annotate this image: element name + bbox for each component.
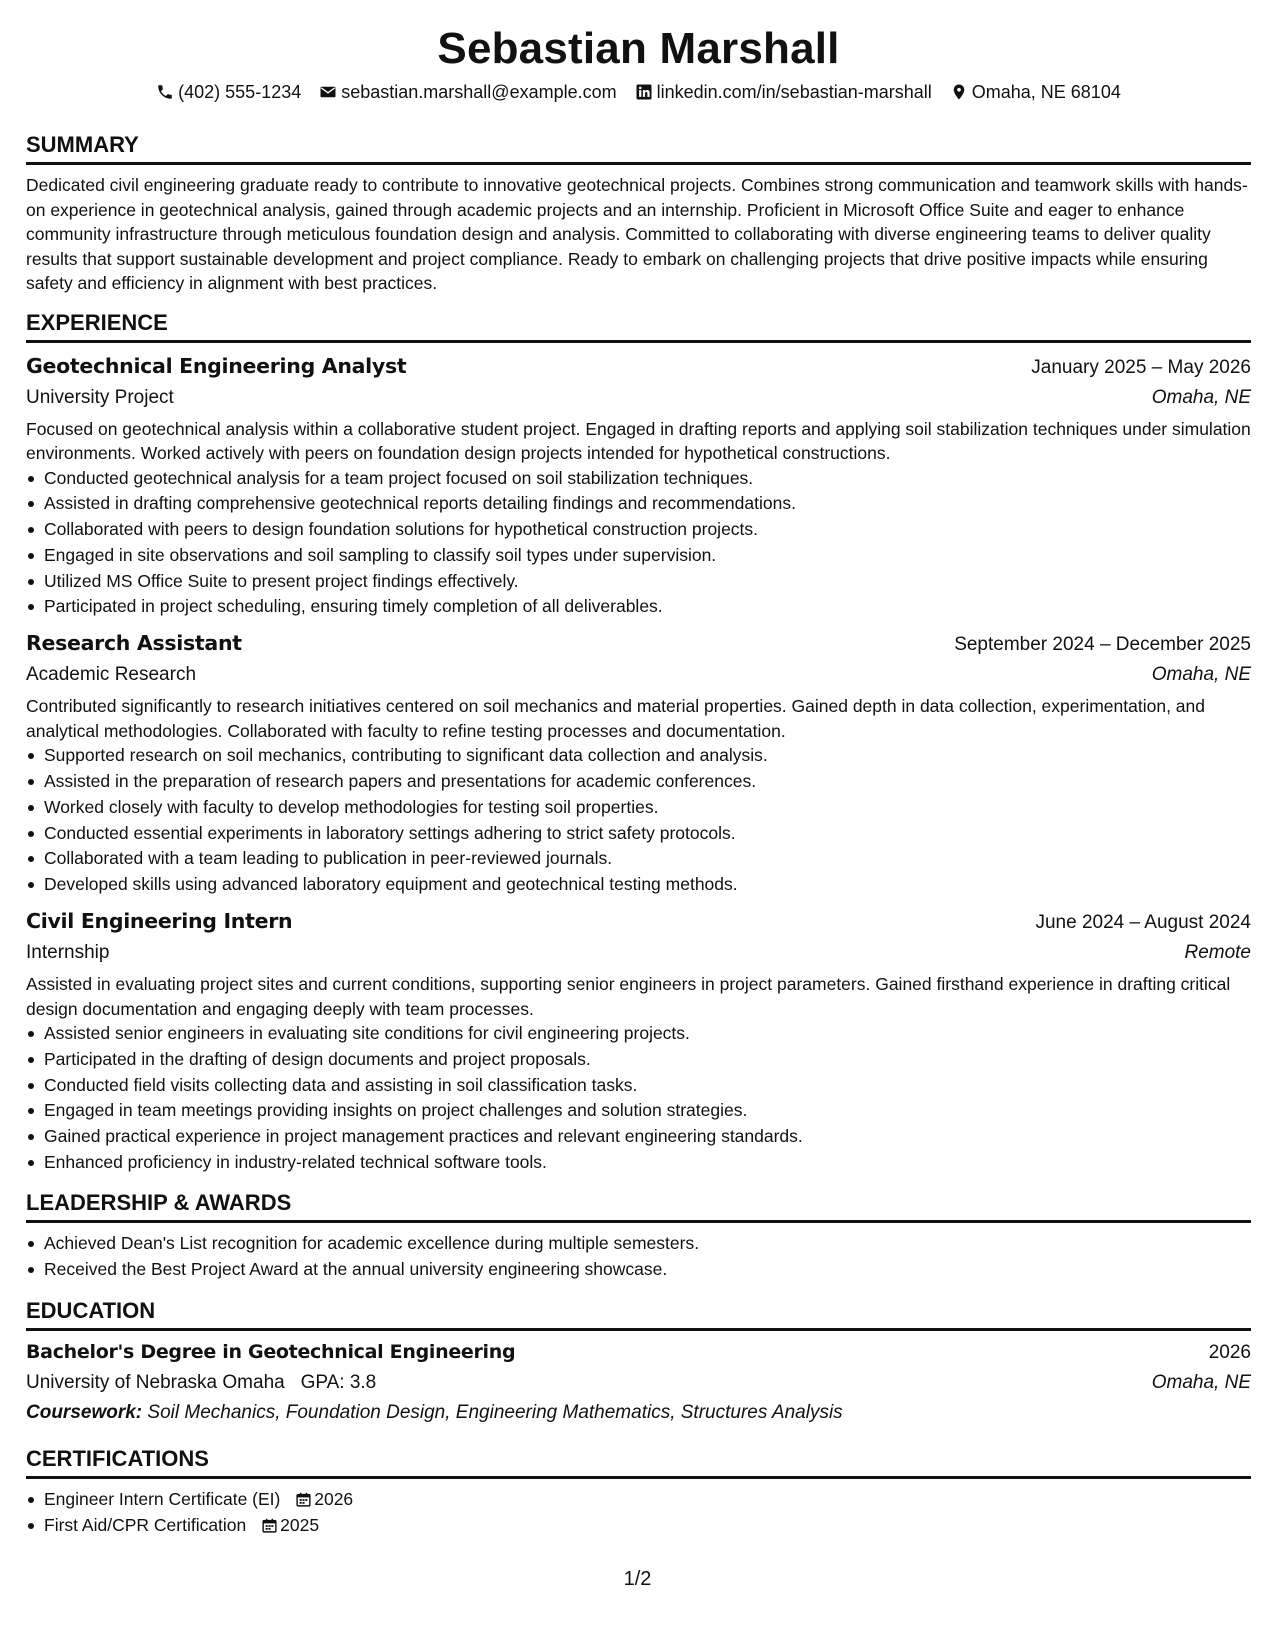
leadership-section: [26, 1190, 1251, 1283]
location-text: Omaha, NE 68104: [971, 82, 1121, 102]
education-entry: [26, 1337, 1251, 1428]
job-entry: [26, 351, 1251, 621]
job-title: Civil Engineering Intern: [26, 909, 293, 934]
job-organization: Internship: [26, 942, 110, 964]
list-item: Utilized MS Office Suite to present project findings effectively.: [44, 569, 1251, 595]
school-line: [26, 1368, 376, 1398]
certification-year: 2026: [314, 1489, 354, 1510]
resume-page: [26, 0, 1251, 1539]
contact-email[interactable]: [319, 80, 616, 104]
certification-name: Engineer Intern Certificate (EI): [44, 1489, 281, 1510]
graduation-year: 2026: [1208, 1342, 1251, 1364]
page-number: 1/2: [623, 1568, 652, 1590]
list-item: Worked closely with faculty to develop methodologies for testing soil properties.: [44, 795, 1251, 821]
job-dates: January 2025 – May 2026: [1031, 356, 1251, 378]
list-item: Enhanced proficiency in industry-related technical software tools.: [44, 1150, 1251, 1176]
phone-icon: [156, 83, 174, 101]
list-item: Conducted geotechnical analysis for a team project focused on soil stabilization techniques.: [44, 466, 1251, 492]
list-item: Received the Best Project Award at the annual university engineering showcase.: [44, 1257, 1251, 1283]
list-item: Conducted essential experiments in laboratory settings adhering to strict safety protocols.: [44, 821, 1251, 847]
list-item: Conducted field visits collecting data and assisting in soil classification tasks.: [44, 1073, 1251, 1099]
list-item: [44, 1487, 1251, 1513]
job-location: Remote: [1184, 942, 1251, 964]
job-bullets: [26, 743, 1251, 898]
list-item: Participated in project scheduling, ensuring timely completion of all deliverables.: [44, 594, 1251, 620]
list-item: Collaborated with a team leading to publication in peer-reviewed journals.: [44, 846, 1251, 872]
envelope-icon: [319, 83, 337, 101]
job-location: Omaha, NE: [1151, 386, 1251, 408]
leadership-bullets: [26, 1231, 1251, 1283]
job-description: Contributed significantly to research initiatives centered on soil mechanics and material properties. Gained depth in data collection, experimentation, and analytical methodologies. Collaborated with faculty to refine testing processes and documentation.: [26, 696, 1205, 741]
calendar-icon: [295, 1491, 312, 1508]
phone-text: (402) 555-1234: [178, 82, 302, 102]
list-item: Achieved Dean's List recognition for academic excellence during multiple semesters.: [44, 1231, 1251, 1257]
job-organization: University Project: [26, 386, 174, 408]
experience-heading: EXPERIENCE: [26, 310, 1251, 343]
summary-section: [26, 132, 1251, 296]
list-item: Gained practical experience in project management practices and relevant engineering standards.: [44, 1124, 1251, 1150]
job-title: Research Assistant: [26, 631, 242, 656]
summary-text: Dedicated civil engineering graduate ready to contribute to innovative geotechnical projects. Combines strong communication and teamwork skills with hands-on experience in geotechnical analysis, gained through academic projects and an internship. Proficient in Microsoft Office Suite and eager to enhance community infrastructure through meticulous foundation design and analysis. Committed to collaborating with diverse engineering teams to deliver quality results that support sustainable development and project compliance. Ready to embark on challenging projects that drive positive impacts while ensuring safety and efficiency in alignment with best practices.: [26, 175, 1248, 293]
contact-phone: [156, 80, 301, 104]
job-entry: [26, 628, 1251, 898]
coursework-list: Soil Mechanics, Foundation Design, Engineering Mathematics, Structures Analysis: [147, 1402, 843, 1424]
job-location: Omaha, NE: [1151, 664, 1251, 686]
linkedin-link[interactable]: linkedin.com/in/sebastian-marshall: [656, 82, 932, 102]
coursework-label: Coursework:: [26, 1402, 143, 1424]
list-item: Engaged in site observations and soil sampling to classify soil types under supervision.: [44, 543, 1251, 569]
list-item: Participated in the drafting of design documents and project proposals.: [44, 1047, 1251, 1073]
job-dates: June 2024 – August 2024: [1035, 912, 1251, 934]
job-bullets: [26, 466, 1251, 621]
job-title: Geotechnical Engineering Analyst: [26, 353, 407, 378]
calendar-icon: [261, 1517, 278, 1534]
list-item: Supported research on soil mechanics, contributing to significant data collection and analysis.: [44, 743, 1251, 769]
leadership-heading: LEADERSHIP & AWARDS: [26, 1190, 1251, 1223]
list-item: Engaged in team meetings providing insights on project challenges and solution strategies.: [44, 1098, 1251, 1124]
job-description: Assisted in evaluating project sites and current conditions, supporting senior engineers in project parameters. Gained firsthand experience in drafting critical design documentation and engaging deeply with team processes.: [26, 974, 1231, 1019]
certification-name: First Aid/CPR Certification: [44, 1515, 247, 1536]
list-item: Assisted senior engineers in evaluating site conditions for civil engineering projects.: [44, 1021, 1251, 1047]
degree-name: Bachelor's Degree in Geotechnical Engineering: [26, 1341, 516, 1364]
certifications-heading: CERTIFICATIONS: [26, 1446, 1251, 1479]
candidate-name: Sebastian Marshall: [437, 24, 840, 73]
coursework-line: [26, 1398, 1251, 1428]
linkedin-icon: [635, 83, 653, 101]
certifications-section: [26, 1446, 1251, 1539]
list-item: Developed skills using advanced laboratory equipment and geotechnical testing methods.: [44, 872, 1251, 898]
contact-linkedin[interactable]: [635, 80, 932, 104]
certification-year: 2025: [280, 1515, 320, 1536]
experience-section: [26, 310, 1251, 1176]
email-link[interactable]: sebastian.marshall@example.com: [341, 82, 617, 102]
map-pin-icon: [950, 83, 968, 101]
education-heading: EDUCATION: [26, 1298, 1251, 1331]
list-item: Collaborated with peers to design foundation solutions for hypothetical construction projects.: [44, 517, 1251, 543]
job-entry: [26, 906, 1251, 1176]
list-item: Assisted in drafting comprehensive geotechnical reports detailing findings and recommendations.: [44, 491, 1251, 517]
school-location: Omaha, NE: [1151, 1372, 1251, 1394]
school-name: University of Nebraska Omaha: [26, 1372, 285, 1394]
contact-location: [950, 80, 1121, 104]
job-organization: Academic Research: [26, 664, 197, 686]
list-item: Assisted in the preparation of research papers and presentations for academic conferences.: [44, 769, 1251, 795]
education-section: [26, 1298, 1251, 1428]
job-description: Focused on geotechnical analysis within a collaborative student project. Engaged in drafting reports and applying soil stabilization techniques under simulation environments. Worked actively with peers on foundation design projects intended for hypothetical constructions.: [26, 418, 1251, 463]
job-dates: September 2024 – December 2025: [954, 634, 1251, 656]
list-item: [44, 1513, 1251, 1539]
certifications-list: [26, 1487, 1251, 1539]
gpa: GPA: 3.8: [300, 1372, 377, 1394]
summary-heading: SUMMARY: [26, 132, 1251, 165]
job-bullets: [26, 1021, 1251, 1176]
contact-bar: [26, 80, 1251, 104]
